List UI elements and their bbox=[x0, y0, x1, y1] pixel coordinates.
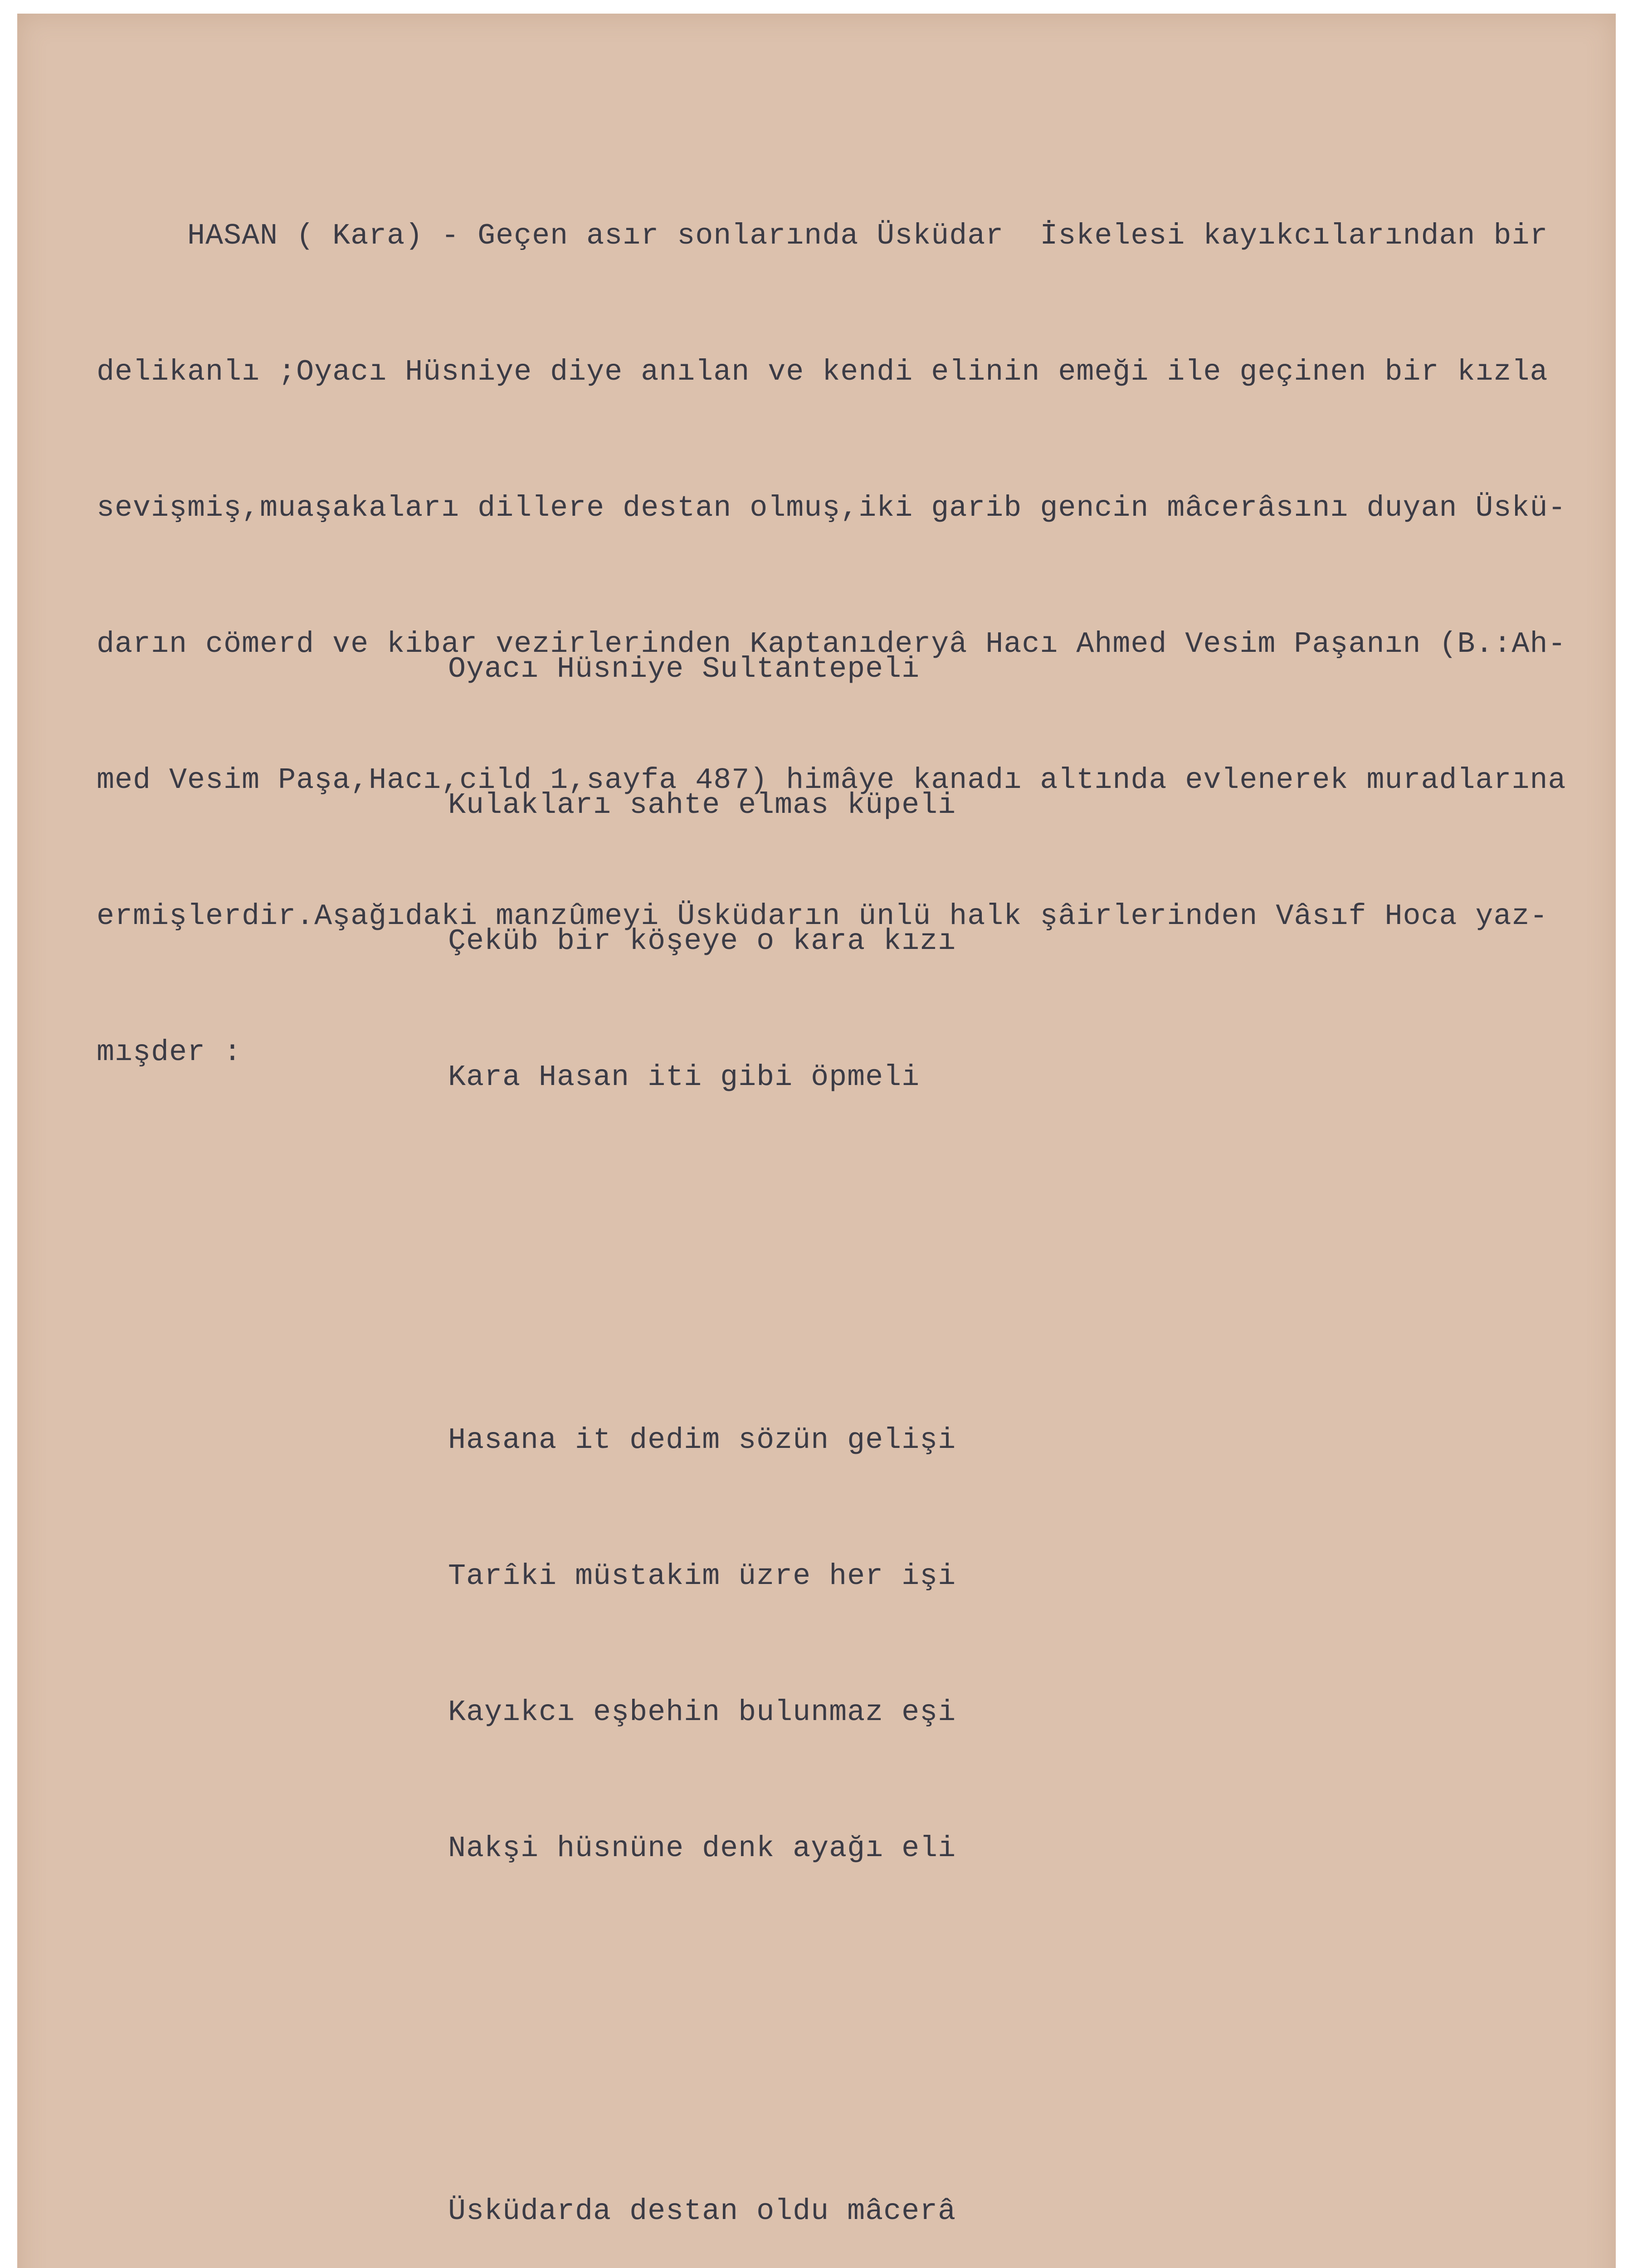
poem-line: Oyacı Hüsniye Sultantepeli bbox=[448, 652, 920, 686]
poem-stanza bbox=[448, 2098, 1065, 2268]
intro-line: ermişlerdir.Aşağıdaki manzûmeyi Üsküdarın ünlü halk şâirlerinden Vâsıf Hoca yaz- bbox=[97, 899, 1548, 933]
poem-line: Kayıkcı eşbehin bulunmaz eşi bbox=[448, 1696, 956, 1729]
intro-line: mışder : bbox=[97, 1036, 242, 1069]
poem-stanza bbox=[448, 1327, 1065, 1962]
intro-line: med Vesim Paşa,Hacı,cild 1,sayfa 487) himâye kanadı altında evlenerek muradlarına bbox=[97, 763, 1566, 797]
poem-line: Üsküdarda destan oldu mâcerâ bbox=[448, 2195, 956, 2228]
poem-stanza bbox=[448, 556, 1065, 1191]
intro-line: darın cömerd ve kibar vezirlerinden Kaptanıderyâ Hacı Ahmed Vesim Paşanın (B.:Ah- bbox=[97, 627, 1566, 661]
intro-line: sevişmiş,muaşakaları dillere destan olmuş,iki garib gencin mâcerâsını duyan Üskü- bbox=[97, 491, 1566, 525]
poem-line: Hasana it dedim sözün gelişi bbox=[448, 1423, 956, 1457]
intro-line: HASAN ( Kara) - Geçen asır sonlarında Üsküdar İskelesi kayıkcılarından bir bbox=[97, 219, 1548, 253]
poem-line: Çeküb bir köşeye o kara kızı bbox=[448, 924, 956, 958]
typewritten-page bbox=[17, 14, 1616, 2268]
poem-line: Tarîki müstakim üzre her işi bbox=[448, 1559, 956, 1593]
poem bbox=[448, 465, 1065, 2268]
poem-line: Kulakları sahte elmas küpeli bbox=[448, 788, 956, 822]
intro-line: delikanlı ;Oyacı Hüsniye diye anılan ve kendi elinin emeği ile geçinen bir kızla bbox=[97, 355, 1548, 389]
poem-line: Kara Hasan iti gibi öpmeli bbox=[448, 1061, 920, 1094]
poem-line: Nakşi hüsnüne denk ayağı eli bbox=[448, 1832, 956, 1865]
